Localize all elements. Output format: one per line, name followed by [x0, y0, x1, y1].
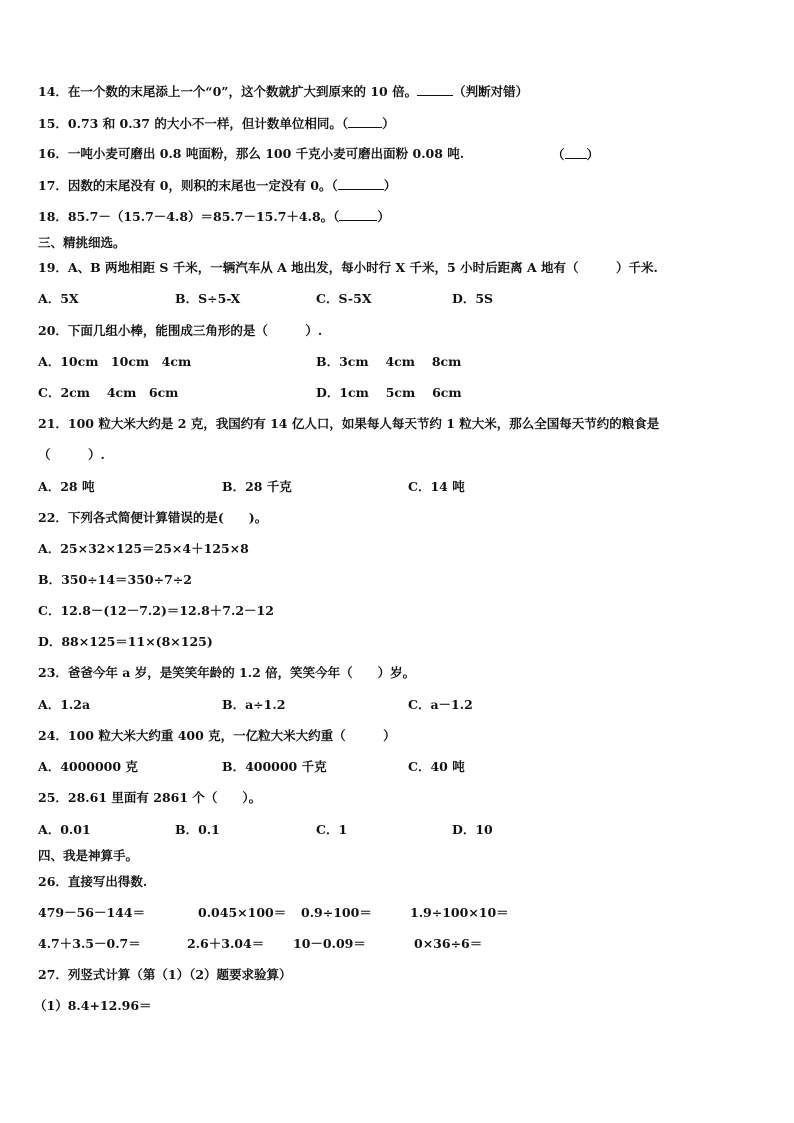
question-22: 22．下列各式简便计算错误的是( )。: [38, 510, 268, 525]
section-heading-3: 三、精挑细选。: [38, 235, 126, 250]
question-23: 23．爸爸今年 a 岁，是笑笑年龄的 1.2 倍，笑笑今年（ ）岁。: [38, 665, 416, 680]
option-d[interactable]: D．5S: [452, 291, 494, 306]
option-b[interactable]: B．a÷1.2: [222, 697, 286, 712]
calc-item: 0.045×100＝: [198, 905, 287, 920]
option-a[interactable]: A．28 吨: [38, 479, 95, 494]
option-a[interactable]: A．10cm 10cm 4cm: [38, 354, 192, 369]
question-20: 20．下面几组小棒，能围成三角形的是（ ）.: [38, 323, 323, 338]
option-b[interactable]: B．3cm 4cm 8cm: [316, 354, 462, 369]
question-17-tail: ）: [383, 178, 397, 193]
calc-item: 10－0.09＝: [293, 936, 366, 951]
question-27: 27．列竖式计算（第（1）（2）题要求验算）: [38, 967, 292, 982]
option-c[interactable]: C．1: [316, 822, 348, 837]
option-b[interactable]: B．S÷5-X: [175, 291, 241, 306]
option-c[interactable]: C．2cm 4cm 6cm: [38, 385, 179, 400]
question-16: [38, 146, 464, 162]
question-25: 25．28.61 里面有 2861 个（ ）。: [38, 790, 262, 805]
option-b[interactable]: B．28 千克: [222, 479, 292, 494]
question-16-text: 16．一吨小麦可磨出 0.8 吨面粉，那么 100 千克小麦可磨出面粉 0.08 吨.: [38, 146, 465, 161]
option-a[interactable]: A．1.2a: [38, 697, 91, 712]
option-a[interactable]: A．0.01: [38, 822, 91, 837]
answer-blank[interactable]: [417, 83, 453, 96]
option-c[interactable]: C．a－1.2: [408, 697, 473, 712]
question-15-tail: ）: [382, 116, 395, 131]
paren-close: ）: [586, 147, 600, 162]
question-21: 21．100 粒大米大约是 2 克，我国约有 14 亿人口，如果每人每天节约 1 粒大米，那么全国每天节约的粮食是: [38, 416, 660, 431]
question-15: [38, 115, 395, 132]
question-19: 19．A、B 两地相距 S 千米，一辆汽车从 A 地出发，每小时行 X 千米，5 小时后距离 A 地有（ ）千米.: [38, 260, 658, 275]
question-14: [38, 83, 528, 100]
paren-open: （: [552, 147, 565, 162]
question-26: 26．直接写出得数.: [38, 874, 148, 889]
option-d[interactable]: D．88×125＝11×(8×125): [38, 634, 213, 649]
option-c[interactable]: C．40 吨: [408, 759, 465, 774]
option-d[interactable]: D．1cm 5cm 6cm: [316, 385, 462, 400]
answer-blank[interactable]: [338, 177, 384, 190]
option-c[interactable]: C．12.8－(12－7.2)＝12.8＋7.2－12: [38, 603, 274, 618]
question-17-text: 17．因数的末尾没有 0，则积的末尾也一定没有 0。（: [38, 178, 338, 193]
question-16-answer: [552, 146, 599, 163]
option-a[interactable]: A．25×32×125＝25×4＋125×8: [38, 541, 249, 556]
answer-blank[interactable]: [565, 146, 587, 159]
question-14-text: 14．在一个数的末尾添上一个“0”，这个数就扩大到原来的 10 倍。: [38, 84, 418, 99]
question-27-sub-1: （1）8.4+12.96＝: [34, 998, 152, 1013]
option-b[interactable]: B．350÷14＝350÷7÷2: [38, 572, 192, 587]
option-c[interactable]: C．14 吨: [408, 479, 465, 494]
question-24: 24．100 粒大米大约重 400 克，一亿粒大米大约重（ ）: [38, 728, 396, 743]
section-heading-4: 四、我是神算手。: [38, 848, 139, 863]
option-a[interactable]: A．4000000 克: [38, 759, 138, 774]
answer-blank[interactable]: [348, 115, 382, 128]
question-18: [38, 208, 390, 225]
question-18-tail: ）: [377, 209, 390, 224]
answer-blank[interactable]: [339, 208, 377, 221]
calc-item: 0.9÷100＝: [301, 905, 372, 920]
calc-item: 2.6＋3.04＝: [187, 936, 265, 951]
question-14-tail: （判断对错）: [453, 84, 529, 99]
question-15-text: 15．0.73 和 0.37 的大小不一样，但计数单位相同。（: [38, 116, 349, 131]
calc-item: 1.9÷100×10＝: [410, 905, 509, 920]
calc-item: 4.7＋3.5－0.7＝: [38, 936, 141, 951]
option-a[interactable]: A．5X: [38, 291, 79, 306]
option-b[interactable]: B．0.1: [175, 822, 220, 837]
option-b[interactable]: B．400000 千克: [222, 759, 327, 774]
question-21-paren: （ ）.: [38, 447, 105, 462]
question-17: [38, 177, 396, 194]
question-18-text: 18．85.7－（15.7－4.8）＝85.7－15.7＋4.8。（: [38, 209, 340, 224]
calc-item: 0×36÷6＝: [414, 936, 483, 951]
calc-item: 479－56－144＝: [38, 905, 146, 920]
option-d[interactable]: D．10: [452, 822, 493, 837]
option-c[interactable]: C．S-5X: [316, 291, 372, 306]
